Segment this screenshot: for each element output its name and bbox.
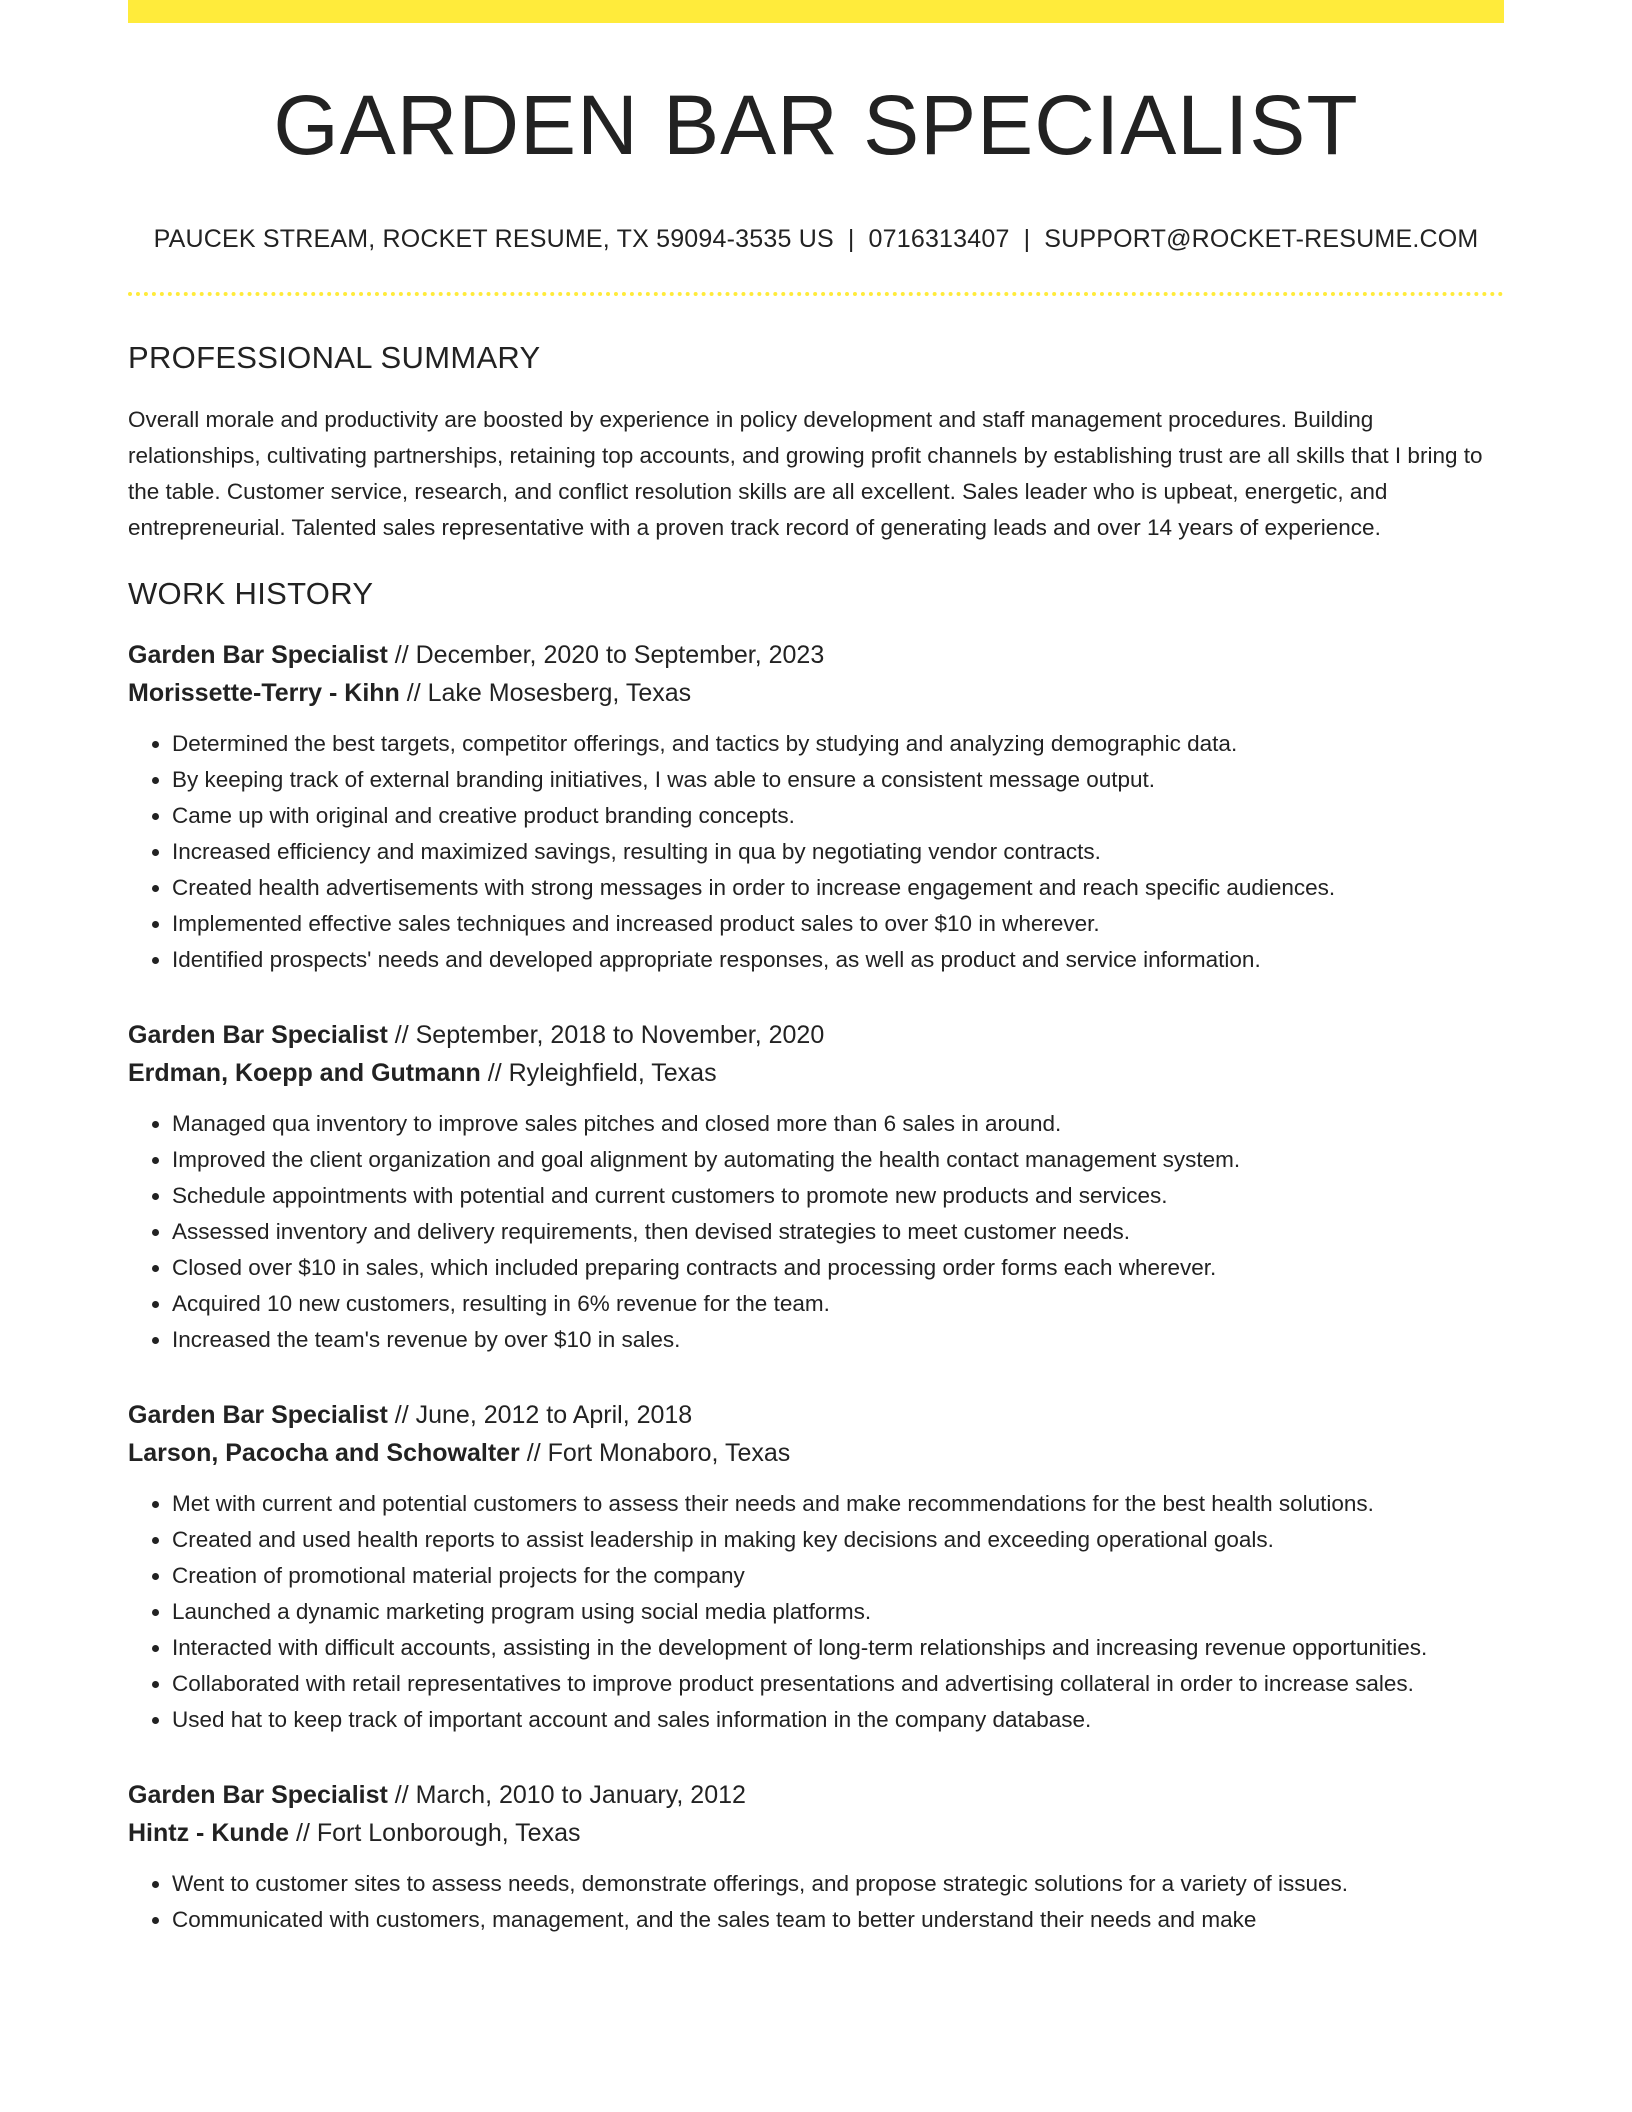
job-bullets <box>128 726 1504 978</box>
job-company: Hintz - Kunde <box>128 1819 290 1847</box>
contact-separator: | <box>1023 225 1031 253</box>
job-entry <box>128 1016 1504 1358</box>
contact-separator: | <box>847 225 855 253</box>
job-bullets <box>128 1866 1504 1938</box>
job-title-line <box>128 1396 1504 1434</box>
list-item: • Created and used health reports to assist leadership in making key decisions and exceeding operational goals. <box>172 1522 1504 1558</box>
list-item: • Assessed inventory and delivery requirements, then devised strategies to meet customer needs. <box>172 1214 1504 1250</box>
list-item: • By keeping track of external branding initiatives, I was able to ensure a consistent message output. <box>172 762 1504 798</box>
job-location: // Fort Monaboro, Texas <box>519 1439 791 1467</box>
contact-line <box>128 225 1504 254</box>
job-entry <box>128 636 1504 978</box>
list-item: • Increased efficiency and maximized savings, resulting in qua by negotiating vendor contracts. <box>172 834 1504 870</box>
resume-page <box>128 0 1504 1938</box>
job-title: Garden Bar Specialist <box>128 1021 388 1049</box>
job-location: // Lake Mosesberg, Texas <box>399 679 692 707</box>
list-item: • Identified prospects' needs and developed appropriate responses, as well as product and service information. <box>172 942 1504 978</box>
list-item: • Met with current and potential customers to assess their needs and make recommendations for the best health solutions. <box>172 1486 1504 1522</box>
job-company-line <box>128 1054 1504 1092</box>
contact-email: SUPPORT@ROCKET-RESUME.COM <box>1044 225 1479 253</box>
job-entry <box>128 1776 1504 1938</box>
list-item: • Increased the team's revenue by over $10 in sales. <box>172 1322 1504 1358</box>
job-title: Garden Bar Specialist <box>128 1781 388 1809</box>
job-company: Larson, Pacocha and Schowalter <box>128 1439 520 1467</box>
list-item: • Communicated with customers, management, and the sales team to better understand their needs and make <box>172 1902 1504 1938</box>
job-bullets <box>128 1486 1504 1738</box>
contact-address: PAUCEK STREAM, ROCKET RESUME, TX 59094-3535 US <box>153 225 834 253</box>
dotted-divider <box>128 292 1504 296</box>
contact-phone: 0716313407 <box>868 225 1010 253</box>
list-item: • Managed qua inventory to improve sales pitches and closed more than 6 sales in around. <box>172 1106 1504 1142</box>
job-company: Morissette-Terry - Kihn <box>128 679 400 707</box>
list-item: • Used hat to keep track of important account and sales information in the company database. <box>172 1702 1504 1738</box>
list-item: • Schedule appointments with potential and current customers to promote new products and services. <box>172 1178 1504 1214</box>
list-item: • Determined the best targets, competitor offerings, and tactics by studying and analyzing demographic data. <box>172 726 1504 762</box>
list-item: • Launched a dynamic marketing program using social media platforms. <box>172 1594 1504 1630</box>
list-item: • Improved the client organization and goal alignment by automating the health contact management system. <box>172 1142 1504 1178</box>
summary-text: Overall morale and productivity are boosted by experience in policy development and staff management procedures. Building relationships, cultivating partnerships, retaining top accounts, and growing profit channels by establishing trust are all skills that I bring to the table. Customer service, research, and conflict resolution skills are all excellent. Sales leader who is upbeat, energetic, and entrepreneurial. Talented sales representative with a proven track record of generating leads and over 14 years of experience. <box>128 407 1483 540</box>
list-item: • Implemented effective sales techniques and increased product sales to over $10 in wherever. <box>172 906 1504 942</box>
resume-name: GARDEN BAR SPECIALIST <box>273 78 1359 172</box>
list-item: • Closed over $10 in sales, which included preparing contracts and processing order forms each wherever. <box>172 1250 1504 1286</box>
job-company: Erdman, Koepp and Gutmann <box>128 1059 481 1087</box>
job-dates: // December, 2020 to September, 2023 <box>387 641 825 669</box>
job-company-line <box>128 674 1504 712</box>
list-item: • Collaborated with retail representatives to improve product presentations and advertising collateral in order to increase sales. <box>172 1666 1504 1702</box>
job-dates: // June, 2012 to April, 2018 <box>387 1401 693 1429</box>
list-item: • Interacted with difficult accounts, assisting in the development of long-term relationships and increasing revenue opportunities. <box>172 1630 1504 1666</box>
job-title-line <box>128 1016 1504 1054</box>
job-dates: // March, 2010 to January, 2012 <box>387 1781 746 1809</box>
job-location: // Fort Lonborough, Texas <box>289 1819 581 1847</box>
job-title: Garden Bar Specialist <box>128 641 388 669</box>
job-company-line <box>128 1434 1504 1472</box>
job-title-line <box>128 636 1504 674</box>
summary-heading: PROFESSIONAL SUMMARY <box>128 340 541 375</box>
job-company-line <box>128 1814 1504 1852</box>
accent-bar <box>128 0 1504 23</box>
job-title: Garden Bar Specialist <box>128 1401 388 1429</box>
list-item: • Acquired 10 new customers, resulting in 6% revenue for the team. <box>172 1286 1504 1322</box>
work-history-heading: WORK HISTORY <box>128 576 374 611</box>
list-item: • Came up with original and creative product branding concepts. <box>172 798 1504 834</box>
list-item: • Went to customer sites to assess needs, demonstrate offerings, and propose strategic solutions for a variety of issues. <box>172 1866 1504 1902</box>
list-item: • Creation of promotional material projects for the company <box>172 1558 1504 1594</box>
job-entry <box>128 1396 1504 1738</box>
job-bullets <box>128 1106 1504 1358</box>
job-location: // Ryleighfield, Texas <box>480 1059 717 1087</box>
job-title-line <box>128 1776 1504 1814</box>
list-item: • Created health advertisements with strong messages in order to increase engagement and reach specific audiences. <box>172 870 1504 906</box>
job-dates: // September, 2018 to November, 2020 <box>387 1021 825 1049</box>
